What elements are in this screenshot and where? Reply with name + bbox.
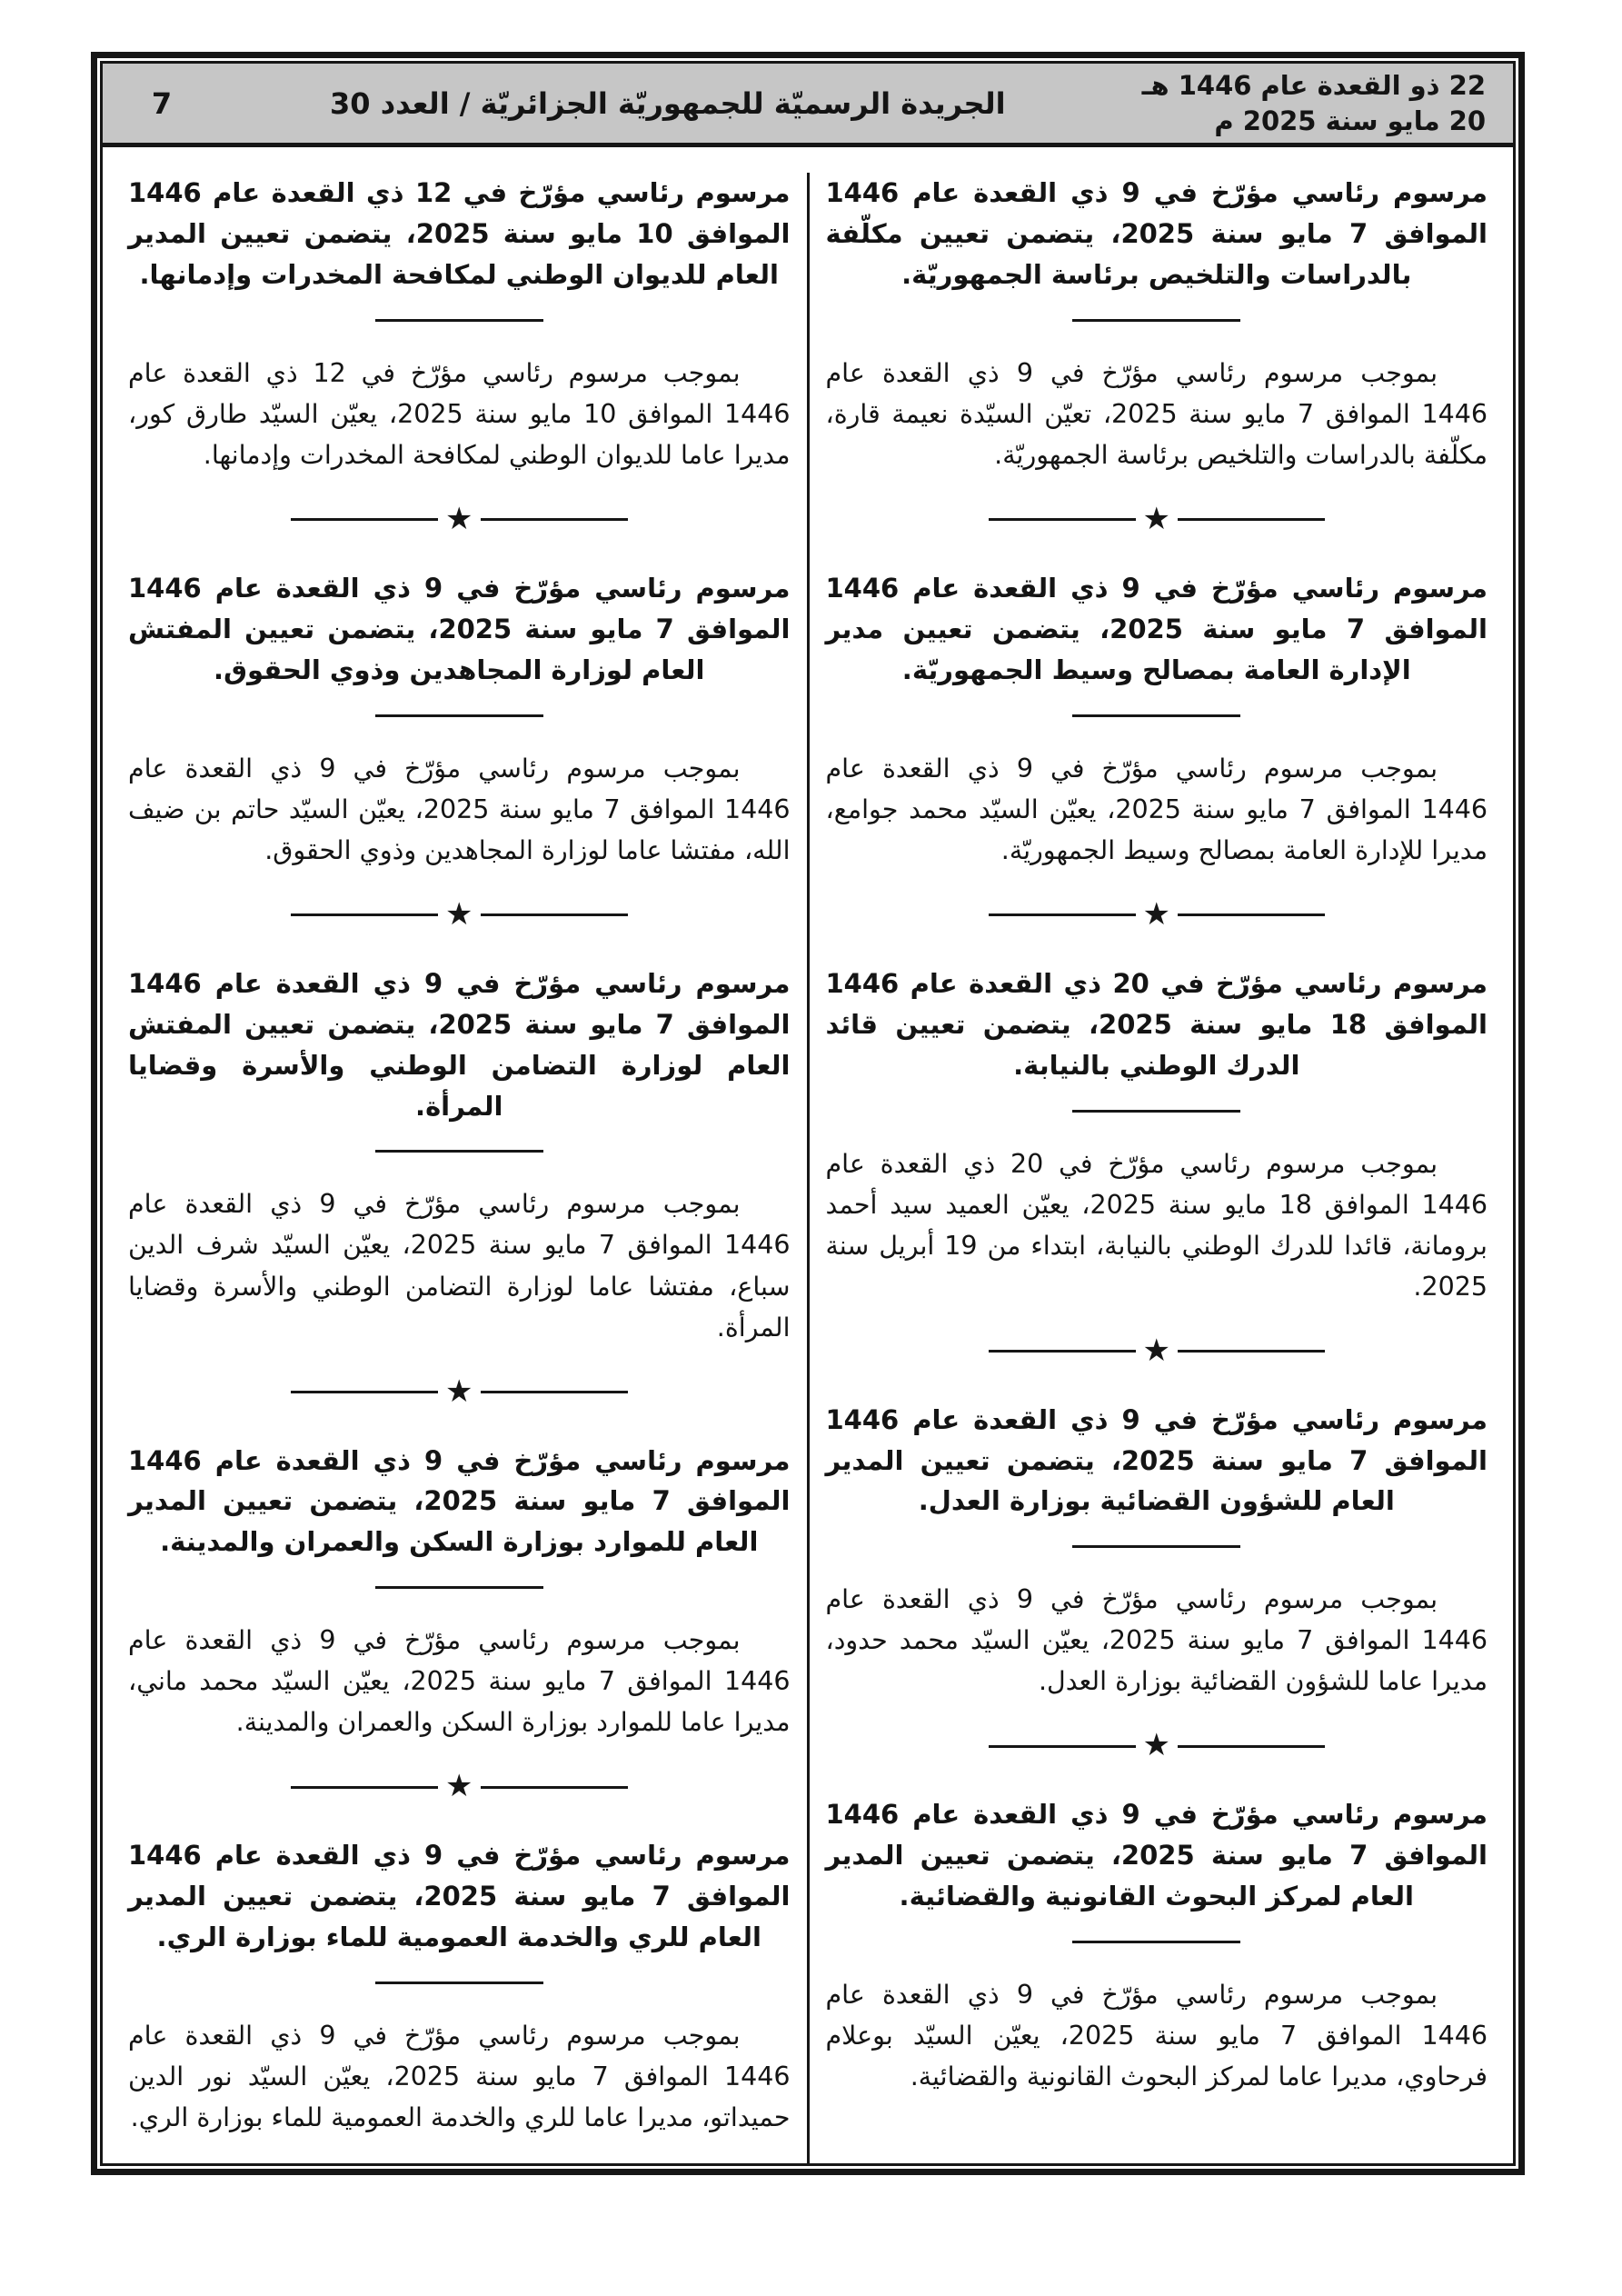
divider-line xyxy=(1178,518,1325,521)
star-divider xyxy=(128,1768,791,1805)
star-ornament: ★ xyxy=(1142,1727,1170,1764)
star-ornament: ★ xyxy=(445,895,473,933)
column-left xyxy=(112,173,807,2147)
decree-body: بموجب مرسوم رئاسي مؤرّخ في 9 ذي القعدة عام 1446 الموافق 7 مايو سنة 2025، يعيّن السيّد شرف الدين سباع، مفتشا عاما لوزارة التضامن الوطني والأسرة وقضايا المرأة. xyxy=(128,1189,791,1343)
decree-article xyxy=(826,963,1488,1367)
title-body-divider xyxy=(1072,1110,1240,1113)
decree-title: مرسوم رئاسي مؤرّخ في 9 ذي القعدة عام 1446 الموافق 7 مايو سنة 2025، يتضمن تعيين المدير العام للموارد بوزارة السكن والعمران والمدينة. xyxy=(128,1444,791,1558)
journal-title: الجريدة الرسميّة للجمهوريّة الجزائريّة / العدد 30 xyxy=(330,85,1006,121)
title-body-divider xyxy=(375,714,543,717)
title-body-divider xyxy=(375,1586,543,1589)
decree-body: بموجب مرسوم رئاسي مؤرّخ في 9 ذي القعدة عام 1446 الموافق 7 مايو سنة 2025، يعيّن السيّد محمد حدود، مديرا عاما للشؤون القضائية بوزارة العدل. xyxy=(825,1584,1488,1697)
divider-line xyxy=(989,518,1136,521)
decree-title: مرسوم رئاسي مؤرّخ في 9 ذي القعدة عام 1446 الموافق 7 مايو سنة 2025، يتضمن تعيين المفتش العام لوزارة التضامن الوطني والأسرة وقضايا المرأة. xyxy=(128,967,791,1122)
decree-body: بموجب مرسوم رئاسي مؤرّخ في 9 ذي القعدة عام 1446 الموافق 7 مايو سنة 2025، يعيّن السيّد محمد جوامع، مديرا للإدارة العامة بمصالح وسيط الجمهوريّة. xyxy=(825,753,1488,865)
decree-title: مرسوم رئاسي مؤرّخ في 9 ذي القعدة عام 1446 الموافق 7 مايو سنة 2025، يتضمن تعيين المدير العام للشؤون القضائية بوزارة العدل. xyxy=(825,1403,1488,1517)
star-ornament: ★ xyxy=(445,1768,473,1805)
decree-title: مرسوم رئاسي مؤرّخ في 9 ذي القعدة عام 1446 الموافق 7 مايو سنة 2025، يتضمن تعيين المفتش العام لوزارة المجاهدين وذوي الحقوق. xyxy=(128,572,791,685)
decree-body: بموجب مرسوم رئاسي مؤرّخ في 20 ذي القعدة عام 1446 الموافق 18 مايو سنة 2025، يعيّن العميد سيد أحمد برومانة، قائدا للدرك الوطني بالنيابة، ابتداء من 19 أبريل سنة 2025. xyxy=(825,1148,1488,1302)
star-ornament: ★ xyxy=(1142,895,1170,933)
decree-body: بموجب مرسوم رئاسي مؤرّخ في 9 ذي القعدة عام 1446 الموافق 7 مايو سنة 2025، تعيّن السيّدة نعيمة قارة، مكلّفة بالدراسات والتلخيص برئاسة الجمهوريّة. xyxy=(825,357,1488,470)
decree-body: بموجب مرسوم رئاسي مؤرّخ في 9 ذي القعدة عام 1446 الموافق 7 مايو سنة 2025، يعيّن السيّد بوعلام فرحاوي، مديرا عاما لمركز البحوث القانونية والقضائية. xyxy=(825,1980,1488,2092)
column-divider xyxy=(807,173,810,2163)
decree-title: مرسوم رئاسي مؤرّخ في 9 ذي القعدة عام 1446 الموافق 7 مايو سنة 2025، يتضمن تعيين المدير العام لمركز البحوث القانونية والقضائية. xyxy=(825,1799,1488,1912)
title-body-divider xyxy=(1072,319,1240,322)
decree-article xyxy=(128,1441,791,1803)
hijri-date: 22 ذو القعدة عام 1446 هـ xyxy=(1141,70,1486,102)
decree-title: مرسوم رئاسي مؤرّخ في 9 ذي القعدة عام 1446 الموافق 7 مايو سنة 2025، يتضمن تعيين مدير الإدارة العامة بمصالح وسيط الجمهوريّة. xyxy=(825,572,1488,685)
star-ornament: ★ xyxy=(445,1373,473,1410)
star-divider xyxy=(826,1332,1488,1369)
decree-article xyxy=(826,1794,1488,2097)
decree-body: بموجب مرسوم رئاسي مؤرّخ في 9 ذي القعدة عام 1446 الموافق 7 مايو سنة 2025، يعيّن السيّد نور الدين حميداتو، مديرا عاما للري والخدمة العمومية للماء بوزارة الري. xyxy=(128,2021,791,2133)
divider-line xyxy=(291,518,438,521)
page-frame xyxy=(91,52,1525,2175)
decree-title: مرسوم رئاسي مؤرّخ في 20 ذي القعدة عام 1446 الموافق 18 مايو سنة 2025، يتضمن تعيين قائد الدرك الوطني بالنيابة. xyxy=(825,967,1488,1081)
header-dates xyxy=(1142,68,1486,138)
star-divider xyxy=(128,500,791,537)
star-divider xyxy=(826,895,1488,933)
divider-line xyxy=(481,1391,628,1393)
divider-line xyxy=(481,1786,628,1789)
decree-title: مرسوم رئاسي مؤرّخ في 12 ذي القعدة عام 1446 الموافق 10 مايو سنة 2025، يتضمن تعيين المدير العام للديوان الوطني لمكافحة المخدرات وإدمانها. xyxy=(128,177,791,290)
star-ornament: ★ xyxy=(1142,500,1170,537)
divider-line xyxy=(1178,1350,1325,1353)
title-body-divider xyxy=(1072,1941,1240,1943)
decree-article xyxy=(128,568,791,931)
star-ornament: ★ xyxy=(1142,1332,1170,1369)
divider-line xyxy=(481,913,628,916)
title-body-divider xyxy=(1072,1545,1240,1548)
decree-article xyxy=(128,173,791,535)
divider-line xyxy=(291,1391,438,1393)
title-body-divider xyxy=(375,1982,543,1984)
divider-line xyxy=(989,1745,1136,1748)
column-right xyxy=(810,173,1505,2147)
star-divider xyxy=(128,1373,791,1410)
content-area xyxy=(103,147,1513,2163)
page-frame-inner xyxy=(100,61,1516,2166)
star-divider xyxy=(826,500,1488,537)
decree-title: مرسوم رئاسي مؤرّخ في 9 ذي القعدة عام 1446 الموافق 7 مايو سنة 2025، يتضمن تعيين المدير العام للري والخدمة العمومية للماء بوزارة الري. xyxy=(128,1840,791,1953)
gregorian-date: 20 مايو سنة 2025 م xyxy=(1214,105,1486,136)
divider-line xyxy=(291,913,438,916)
decree-body: بموجب مرسوم رئاسي مؤرّخ في 9 ذي القعدة عام 1446 الموافق 7 مايو سنة 2025، يعيّن السيّد محمد ماني، مديرا عاما للموارد بوزارة السكن والعمران والمدينة. xyxy=(128,1625,791,1738)
title-body-divider xyxy=(375,319,543,322)
page-header xyxy=(103,64,1513,147)
divider-line xyxy=(989,1350,1136,1353)
divider-line xyxy=(989,913,1136,916)
divider-line xyxy=(1178,913,1325,916)
page-number: 7 xyxy=(151,85,173,121)
title-body-divider xyxy=(375,1150,543,1153)
star-divider xyxy=(826,1727,1488,1764)
decree-article xyxy=(826,1400,1488,1762)
title-body-divider xyxy=(1072,714,1240,717)
divider-line xyxy=(1178,1745,1325,1748)
decree-title: مرسوم رئاسي مؤرّخ في 9 ذي القعدة عام 1446 الموافق 7 مايو سنة 2025، يتضمن تعيين مكلّفة بالدراسات والتلخيص برئاسة الجمهوريّة. xyxy=(825,177,1488,290)
star-ornament: ★ xyxy=(445,500,473,537)
decree-article xyxy=(826,568,1488,931)
decree-article xyxy=(128,963,791,1408)
divider-line xyxy=(481,518,628,521)
decree-article xyxy=(128,1835,791,2138)
divider-line xyxy=(291,1786,438,1789)
decree-body: بموجب مرسوم رئاسي مؤرّخ في 12 ذي القعدة عام 1446 الموافق 10 مايو سنة 2025، يعيّن السيّد طارق كور، مديرا عاما للديوان الوطني لمكافحة المخدرات وإدمانها. xyxy=(128,357,791,470)
decree-article xyxy=(826,173,1488,535)
decree-body: بموجب مرسوم رئاسي مؤرّخ في 9 ذي القعدة عام 1446 الموافق 7 مايو سنة 2025، يعيّن السيّد حاتم بن ضيف الله، مفتشا عاما لوزارة المجاهدين وذوي الحقوق. xyxy=(128,753,791,865)
star-divider xyxy=(128,895,791,933)
